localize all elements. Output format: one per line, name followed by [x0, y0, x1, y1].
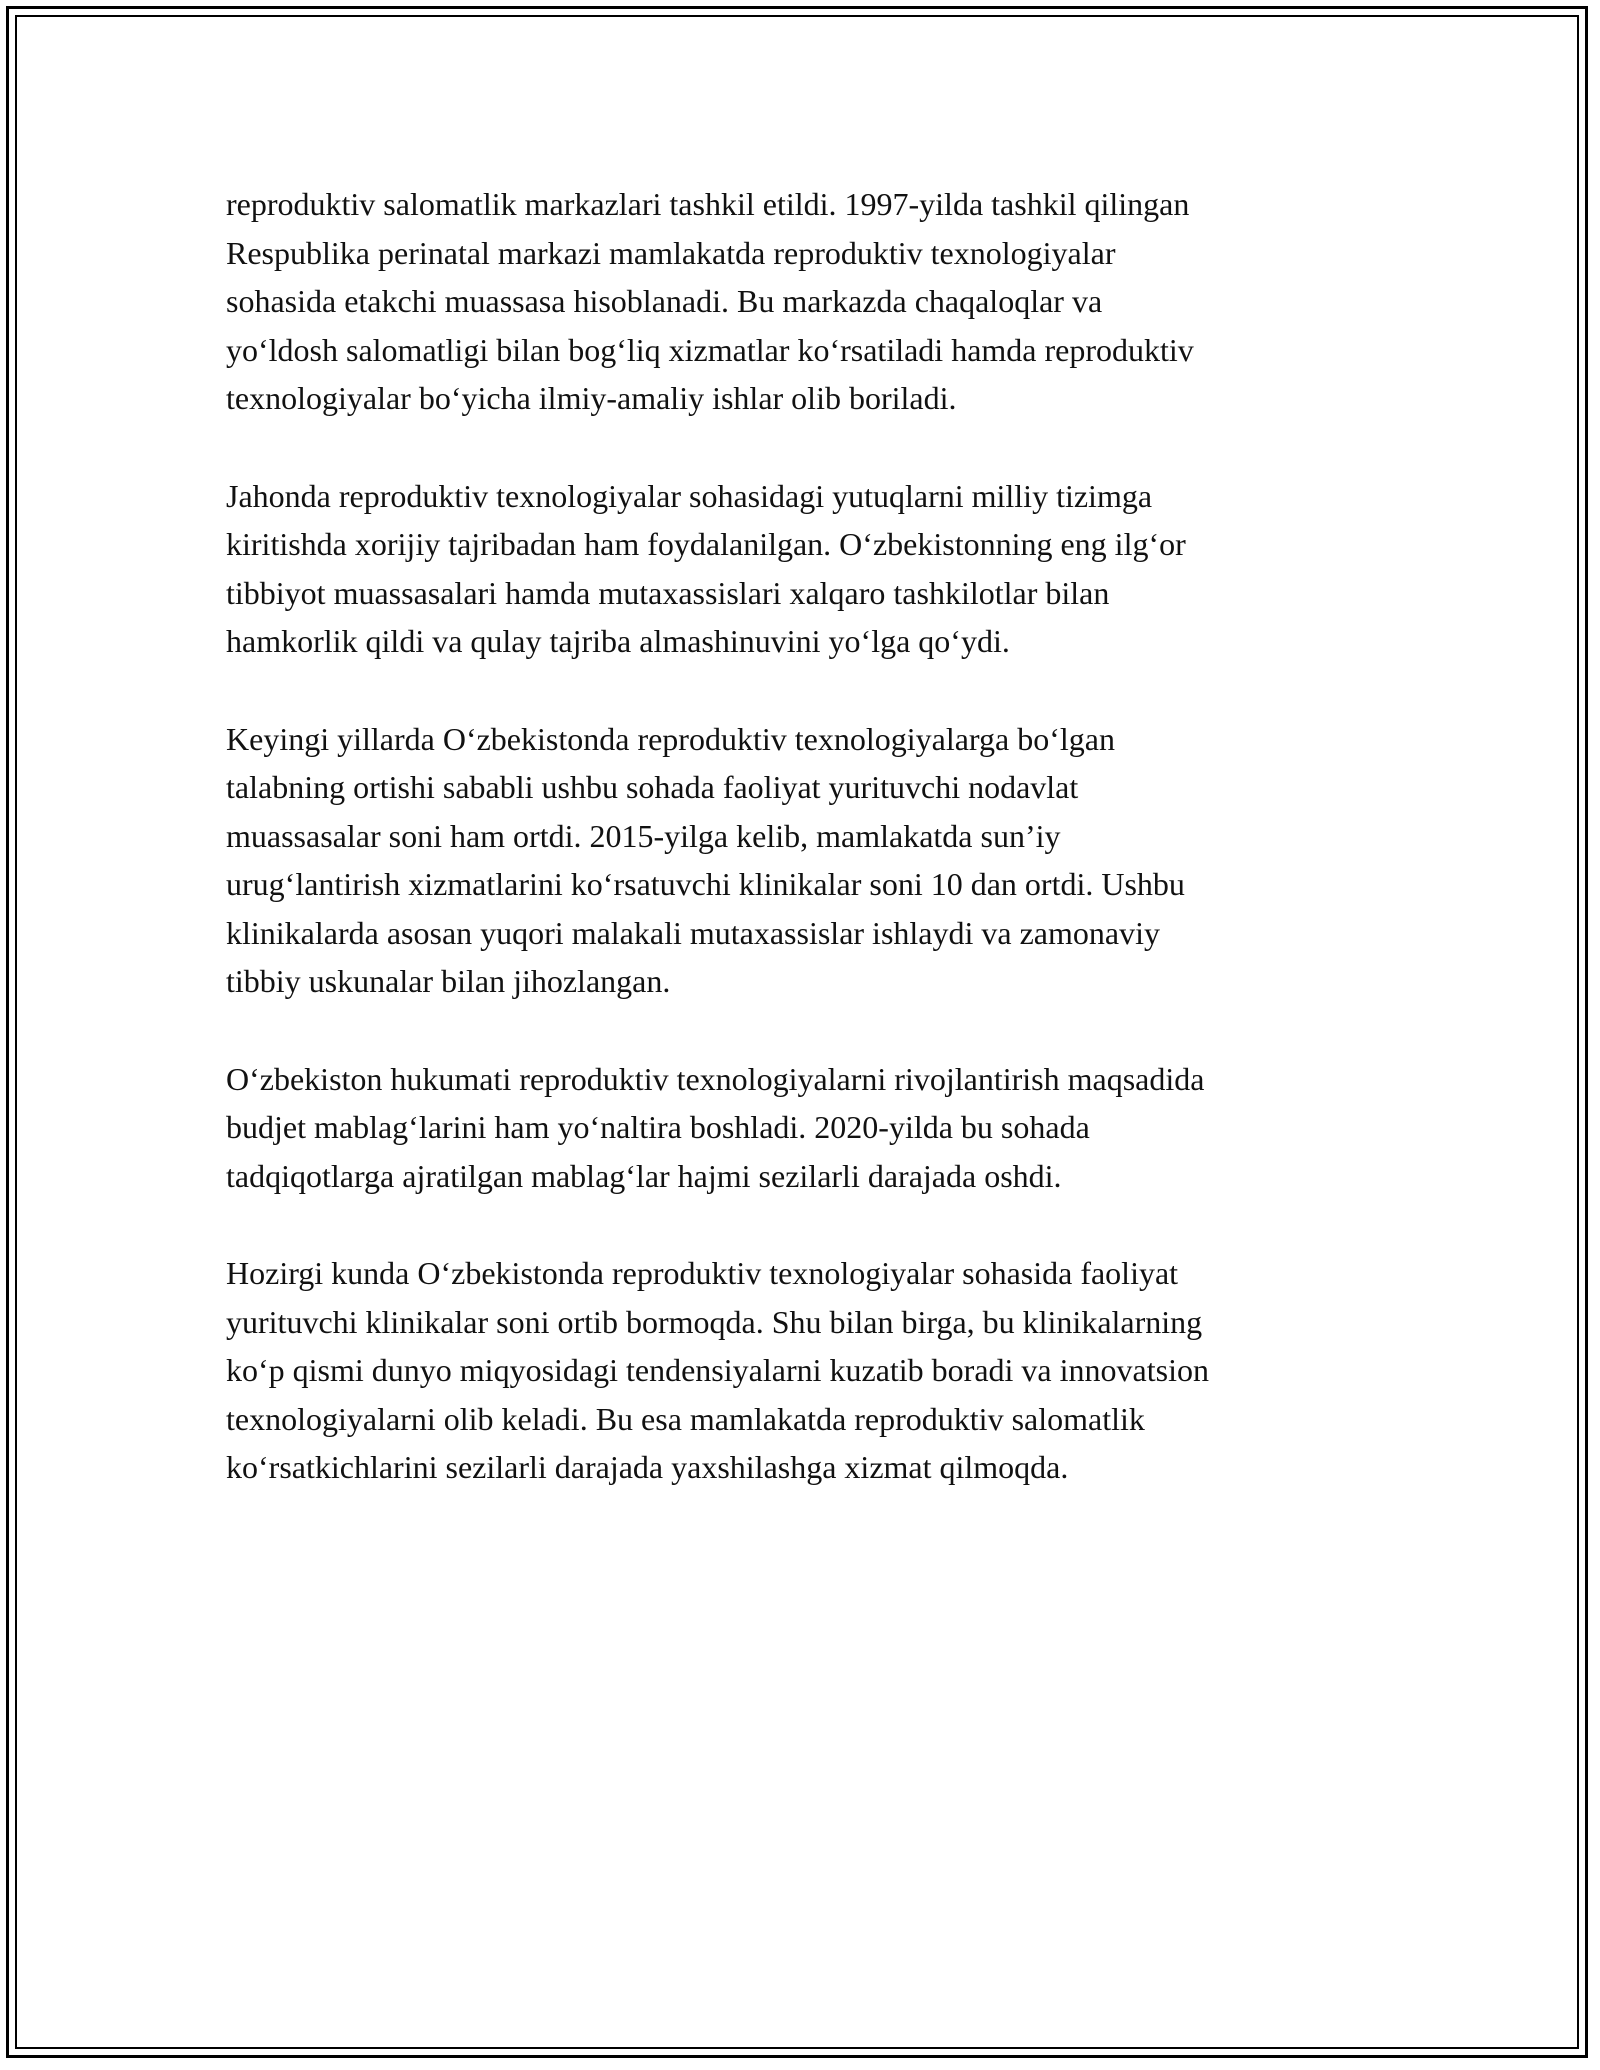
text-line: ko‘p qismi dunyo miqyosidagi tendensiyalarni kuzatib boradi va innovatsion — [226, 1352, 1209, 1388]
text-line: reproduktiv salomatlik markazlari tashkil etildi. 1997-yilda tashkil qilingan — [226, 186, 1190, 222]
text-line: kiritishda xorijiy tajribadan ham foydalanilgan. O‘zbekistonning eng ilg‘or — [226, 526, 1186, 562]
text-line: tadqiqotlarga ajratilgan mablag‘lar hajmi sezilarli darajada oshdi. — [226, 1157, 1062, 1194]
text-line: O‘zbekiston hukumati reproduktiv texnologiyalarni rivojlantirish maqsadida — [226, 1060, 1205, 1097]
text-line: yurituvchi klinikalar soni ortib bormoqda. Shu bilan birga, bu klinikalarning — [226, 1303, 1203, 1340]
paragraph-3 — [226, 715, 1366, 1006]
paragraph-1 — [226, 180, 1366, 423]
text-line: yo‘ldosh salomatligi bilan bog‘liq xizmatlar ko‘rsatiladi hamda reproduktiv — [226, 331, 1194, 368]
text-line: texnologiyalarni olib keladi. Bu esa mamlakatda reproduktiv salomatlik — [226, 1400, 1145, 1437]
text-line: ko‘rsatkichlarini sezilarli darajada yaxshilashga xizmat qilmoqda. — [226, 1449, 1069, 1485]
text-line: Keyingi yillarda O‘zbekistonda reproduktiv texnologiyalarga bo‘lgan — [226, 720, 1115, 757]
paragraph-2 — [226, 472, 1366, 666]
text-line: tibbiyot muassasalari hamda mutaxassislari xalqaro tashkilotlar bilan — [226, 574, 1110, 611]
text-line: klinikalarda asosan yuqori malakali mutaxassislar ishlaydi va zamonaviy — [226, 914, 1160, 951]
text-line: muassasalar soni ham ortdi. 2015-yilga kelib, mamlakatda sun’iy — [226, 817, 1061, 854]
text-line: Jahonda reproduktiv texnologiyalar sohasidagi yutuqlarni milliy tizimga — [226, 477, 1153, 514]
text-line: tibbiy uskunalar bilan jihozlangan. — [226, 963, 671, 999]
text-line: Respublika perinatal markazi mamlakatda reproduktiv texnologiyalar — [226, 234, 1116, 271]
text-line: urug‘lantirish xizmatlarini ko‘rsatuvchi klinikalar soni 10 dan ortdi. Ushbu — [226, 866, 1185, 902]
document-body — [226, 180, 1366, 1541]
text-line: texnologiyalar bo‘yicha ilmiy-amaliy ishlar olib boriladi. — [226, 380, 957, 416]
paragraph-4 — [226, 1055, 1366, 1201]
paragraph-5 — [226, 1249, 1366, 1492]
text-line: hamkorlik qildi va qulay tajriba almashinuvini yo‘lga qo‘ydi. — [226, 623, 1010, 659]
text-line: budjet mablag‘larini ham yo‘naltira boshladi. 2020-yilda bu sohada — [226, 1109, 1090, 1145]
text-line: talabning ortishi sababli ushbu sohada faoliyat yurituvchi nodavlat — [226, 769, 1079, 805]
text-line: sohasida etakchi muassasa hisoblanadi. Bu markazda chaqaloqlar va — [226, 283, 1103, 319]
text-line: Hozirgi kunda O‘zbekistonda reproduktiv texnologiyalar sohasida faoliyat — [226, 1255, 1179, 1291]
